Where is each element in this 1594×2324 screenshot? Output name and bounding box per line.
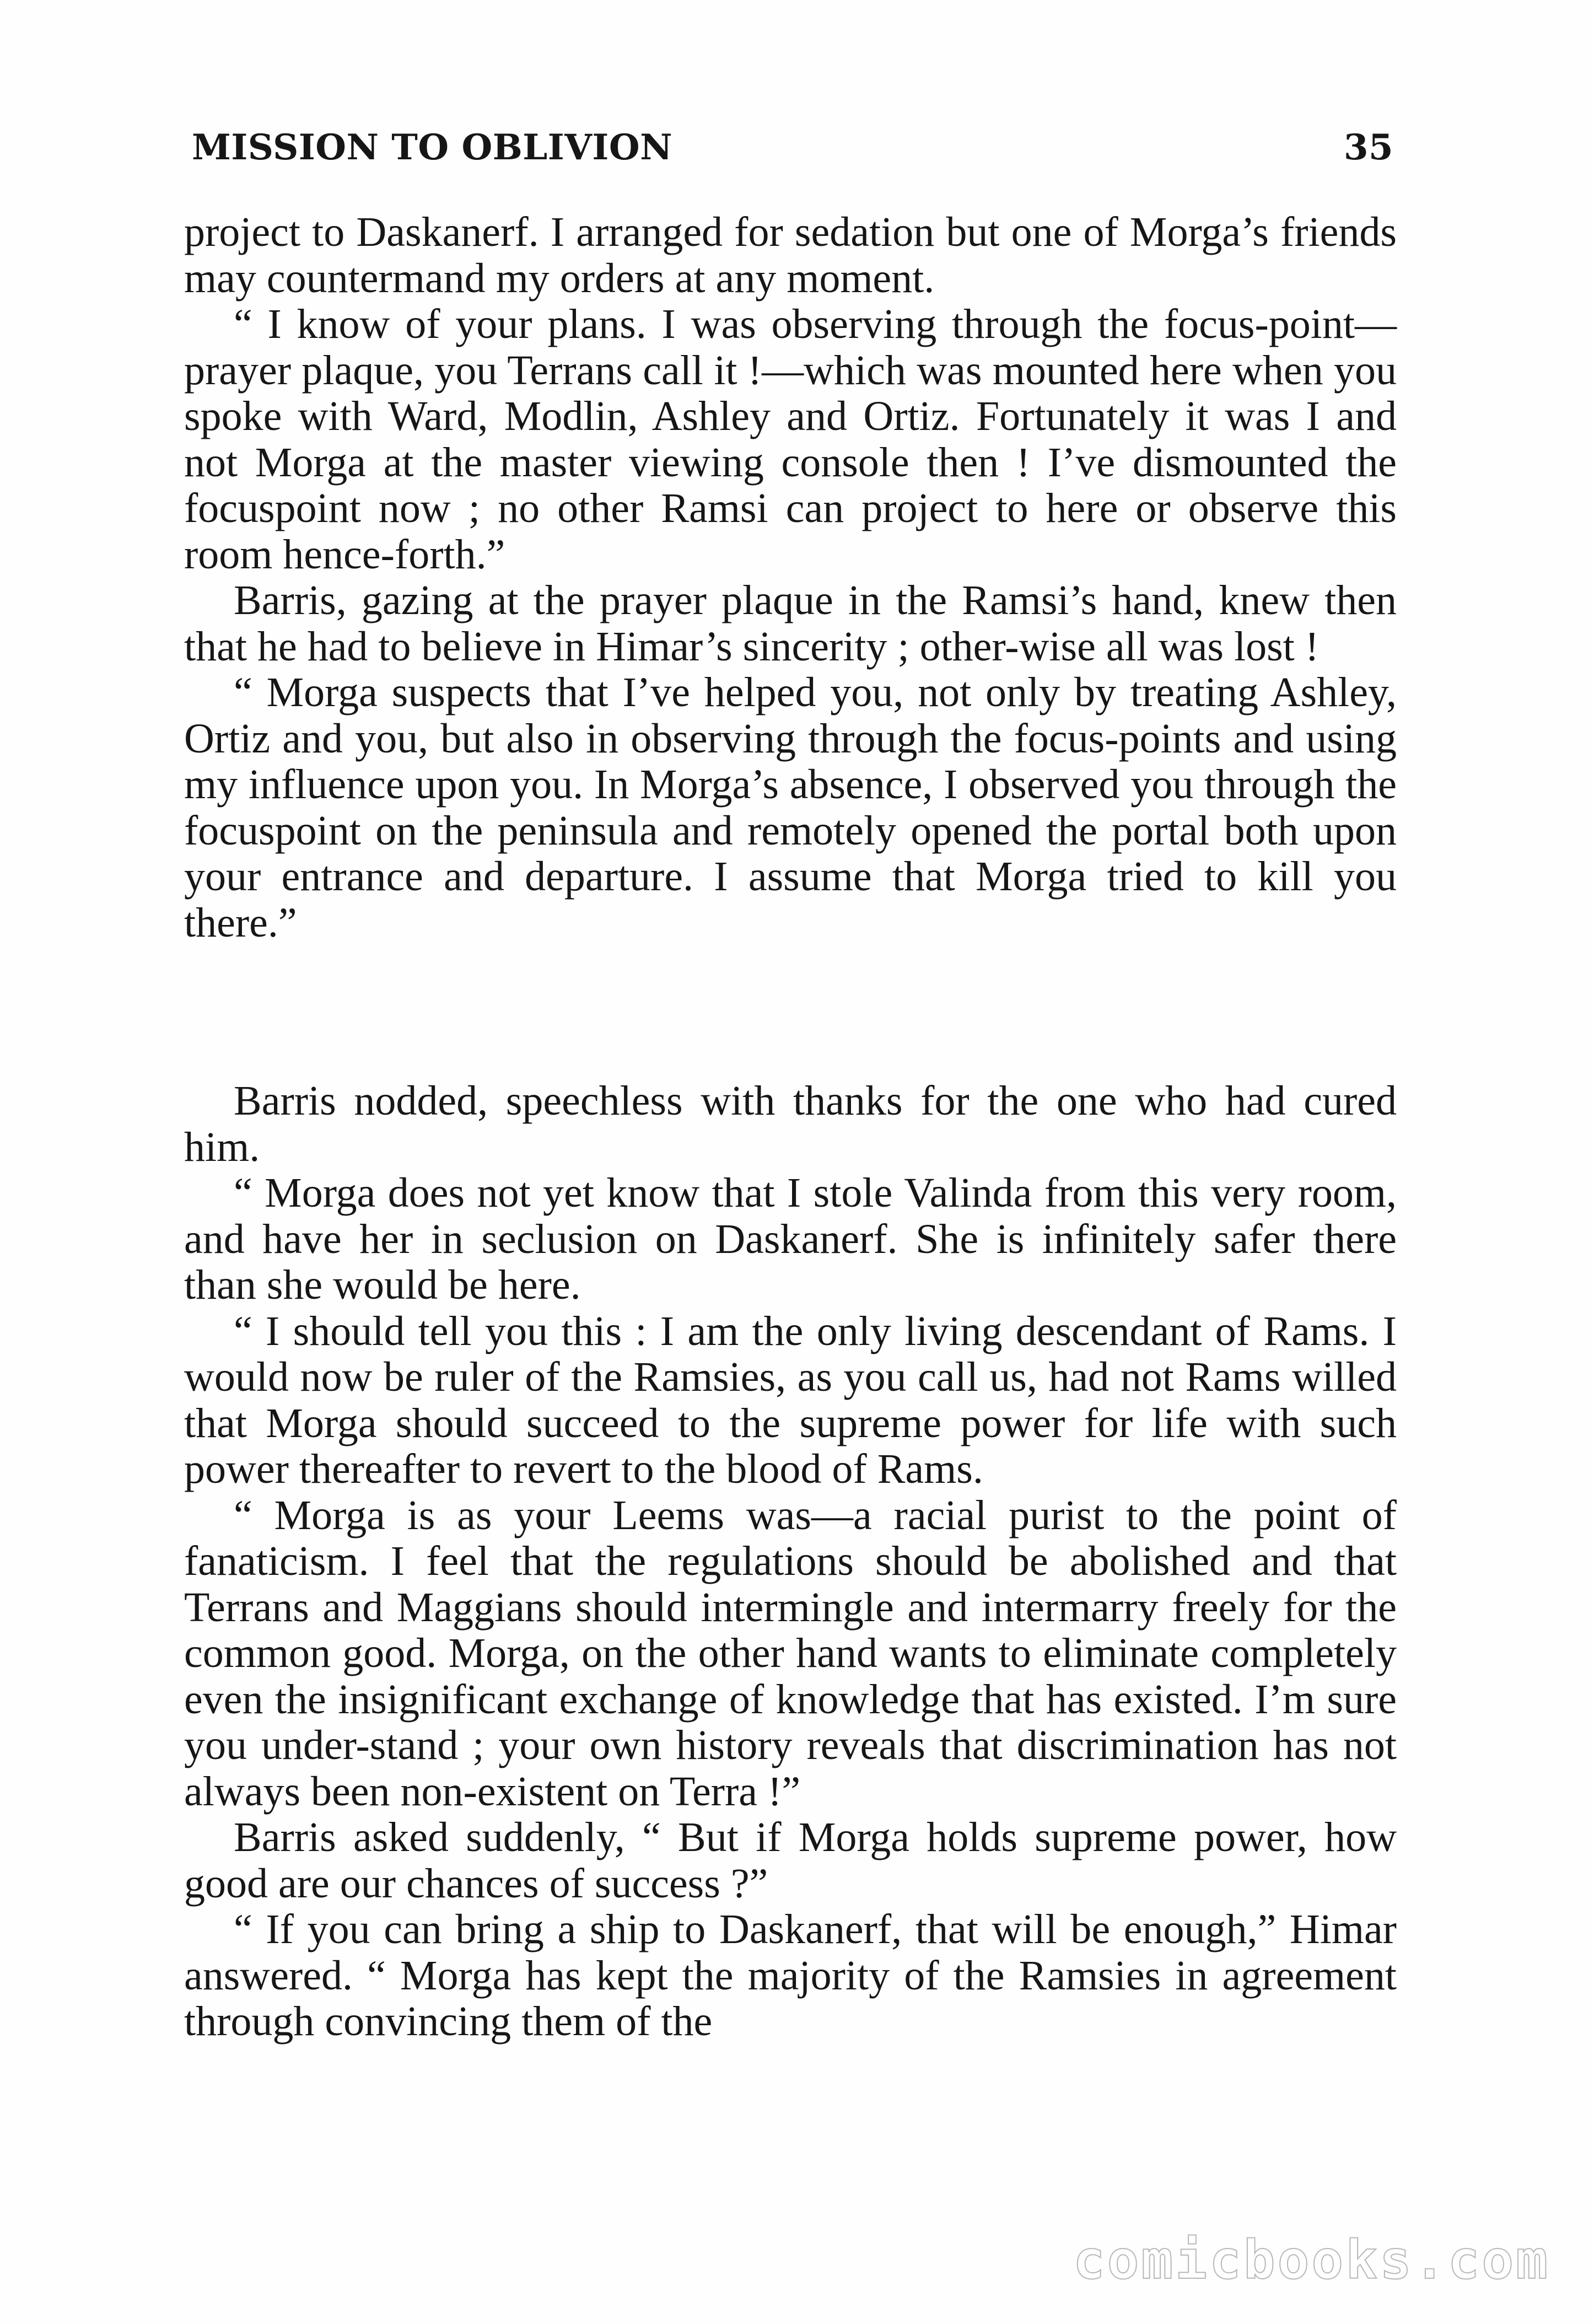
paragraph: “ I should tell you this : I am the only living descendant of Rams. I would now be ruler of the Ramsies, as you call us, had not Rams willed that Morga should succeed to the supreme power for life with such power thereafter to revert to the blood of Rams.	[184, 1308, 1397, 1492]
page-number: 35	[1343, 127, 1393, 168]
paragraph: “ Morga suspects that I’ve helped you, not only by treating Ashley, Ortiz and you, but also in observing through the focus-points and using my influence upon you. In Morga’s absence, I observed you through the focuspoint on the peninsula and remotely opened the portal both upon your entrance and departure. I assume that Morga tried to kill you there.”	[184, 669, 1397, 946]
paragraph: “ If you can bring a ship to Daskanerf, that will be enough,” Himar answered. “ Morga has kept the majority of the Ramsies in agreement through convincing them of the	[184, 1906, 1397, 2045]
paragraph: Barris, gazing at the prayer plaque in the Ramsi’s hand, knew then that he had to believe in Himar’s sincerity ; other-wise all was lost !	[184, 577, 1397, 670]
paragraph: “ Morga is as your Leems was—a racial purist to the point of fanaticism. I feel that the regulations should be abolished and that Terrans and Maggians should intermingle and intermarry freely for the common good. Morga, on the other hand wants to eliminate completely even the insignificant exchange of knowledge that has existed. I’m sure you under-stand ; your own history reveals that discrimination has not always been non-existent on Terra !”	[184, 1492, 1397, 1815]
running-head	[192, 120, 1393, 181]
paragraph: project to Daskanerf. I arranged for sedation but one of Morga’s friends may countermand my orders at any moment.	[184, 209, 1397, 302]
section-break	[184, 946, 1397, 1078]
watermark: comicbooks.com	[1073, 2229, 1550, 2291]
paragraph: “ Morga does not yet know that I stole Valinda from this very room, and have her in seclusion on Daskanerf. She is infinitely safer there than she would be here.	[184, 1170, 1397, 1308]
paragraph: Barris nodded, speechless with thanks for the one who had cured him.	[184, 1078, 1397, 1170]
paragraph: Barris asked suddenly, “ But if Morga holds supreme power, how good are our chances of success ?”	[184, 1814, 1397, 1907]
body-text	[184, 209, 1397, 2045]
running-head-title: MISSION TO OBLIVION	[192, 127, 673, 168]
paragraph: “ I know of your plans. I was observing through the focus-point—prayer plaque, you Terrans call it !—which was mounted here when you spoke with Ward, Modlin, Ashley and Ortiz. Fortunately it was I and not Morga at the master viewing console then ! I’ve dismounted the focuspoint now ; no other Ramsi can project to here or observe this room hence-forth.”	[184, 301, 1397, 578]
